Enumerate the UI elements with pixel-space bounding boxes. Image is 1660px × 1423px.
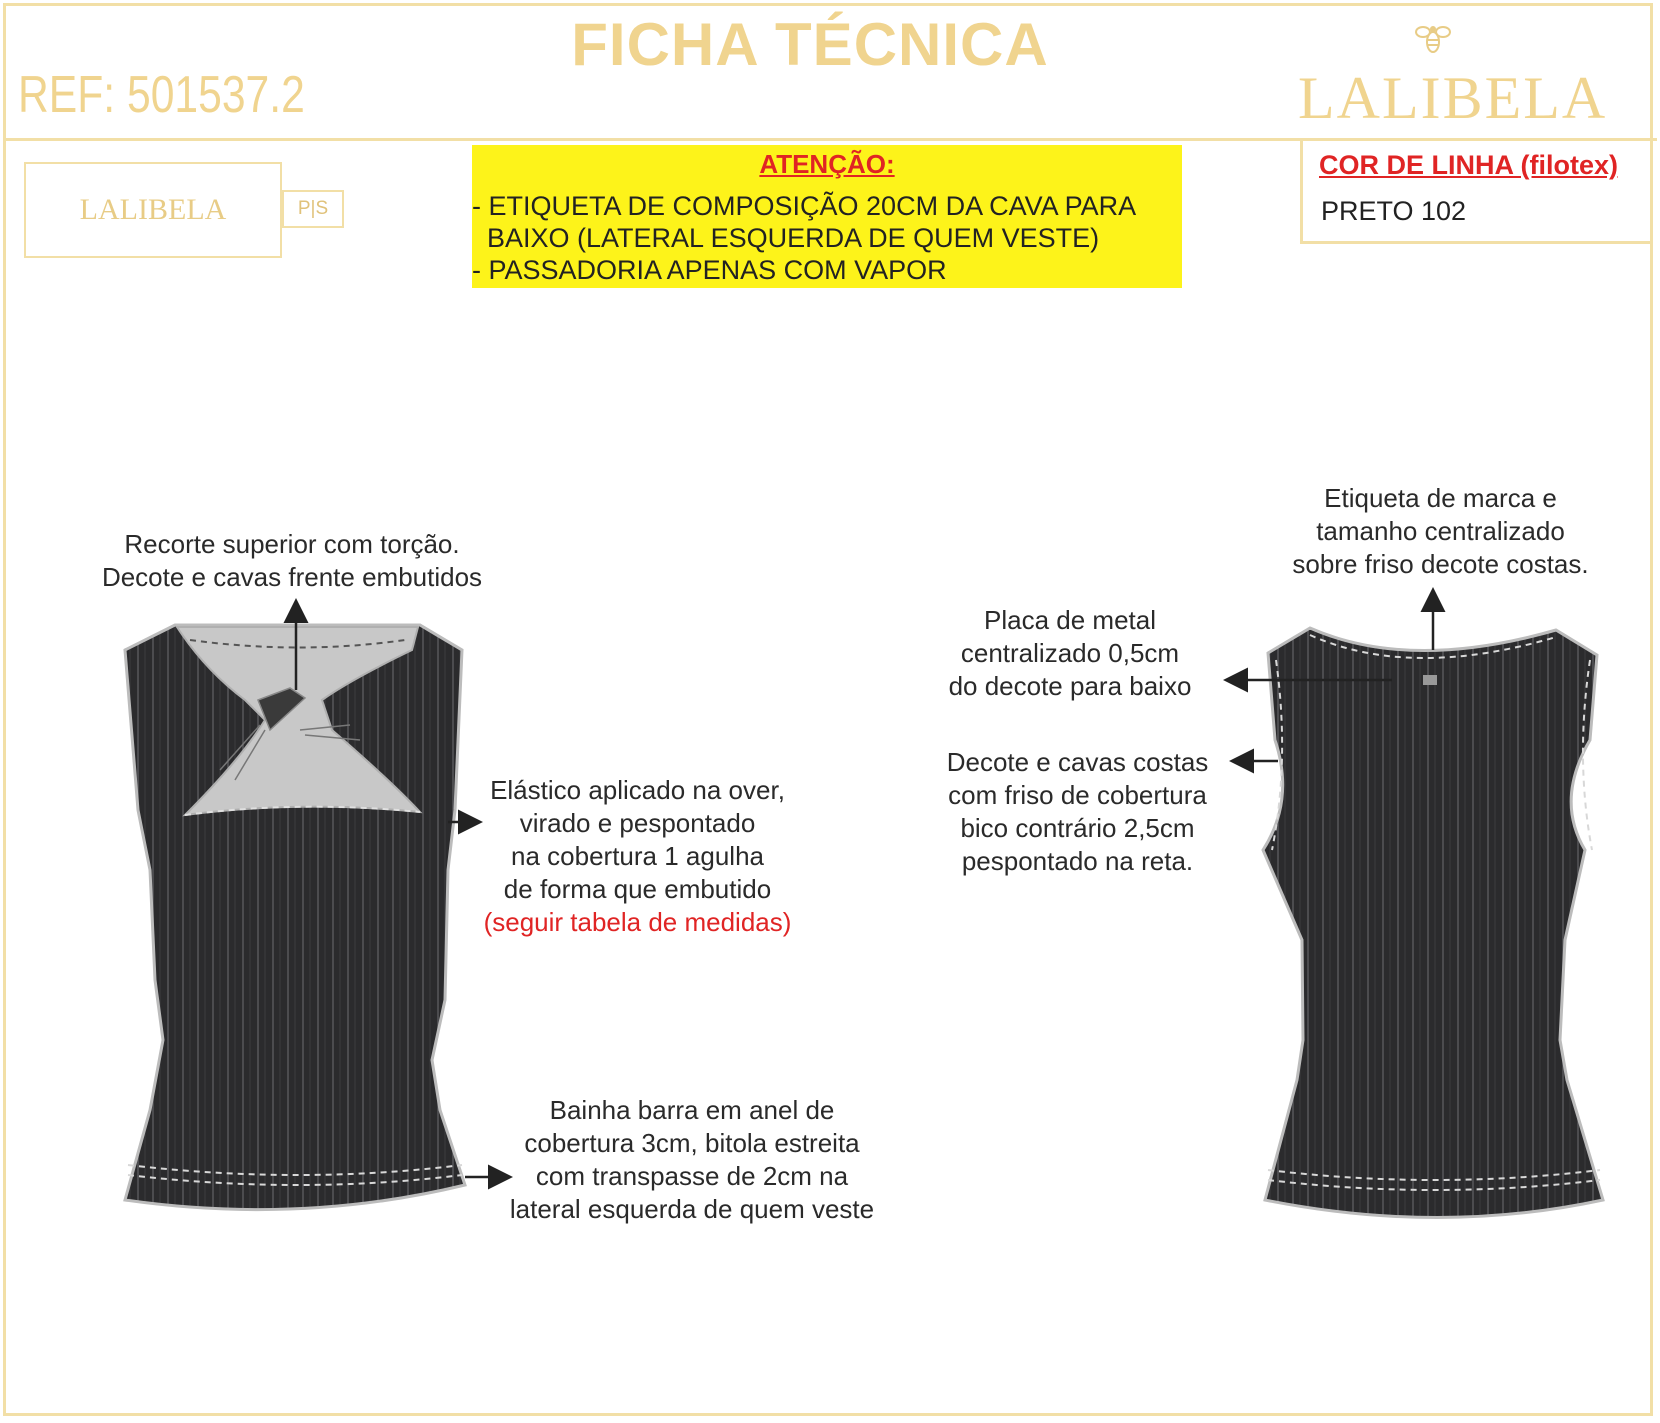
note-line: centralizado 0,5cm <box>960 638 1180 668</box>
back-garment <box>1263 628 1603 1218</box>
note-line: Etiqueta de marca e <box>1324 483 1557 513</box>
note-decote <box>925 746 1230 878</box>
note-line: Placa de metal <box>984 605 1156 635</box>
attention-line: - PASSADORIA APENAS COM VAPOR <box>472 255 947 285</box>
note-line: Elástico aplicado na over, <box>490 775 785 805</box>
note-line: com friso de cobertura <box>948 780 1207 810</box>
note-line: pespontado na reta. <box>961 846 1194 876</box>
note-elastico <box>460 774 815 939</box>
note-line: do decote para baixo <box>948 671 1192 701</box>
thread-color-title: COR DE LINHA (filotex) <box>1319 150 1618 180</box>
note-placa <box>930 604 1210 703</box>
note-line: bico contrário 2,5cm <box>960 813 1195 843</box>
brand-logo: LALIBELA <box>1298 65 1608 131</box>
reference-number: REF: 501537.2 <box>18 66 305 124</box>
thread-color-value: PRETO 102 <box>1321 196 1467 226</box>
note-recorte <box>72 528 512 594</box>
note-line: sobre friso decote costas. <box>1292 549 1589 579</box>
attention-line: BAIXO (LATERAL ESQUERDA DE QUEM VESTE) <box>472 223 1100 253</box>
note-line: na cobertura 1 agulha <box>511 841 764 871</box>
note-line: virado e pespontado <box>519 808 756 838</box>
brand-label: LALIBELA <box>24 162 282 258</box>
note-line: Recorte superior com torção. <box>124 529 460 559</box>
note-bainha <box>482 1094 902 1226</box>
attention-title: ATENÇÃO: <box>759 149 895 179</box>
note-line-red: (seguir tabela de medidas) <box>483 907 792 937</box>
note-line: Decote e cavas frente embutidos <box>101 562 483 592</box>
size-tag: P|S <box>282 190 344 228</box>
note-line: com transpasse de 2cm na <box>535 1161 849 1191</box>
note-line: de forma que embutido <box>503 874 772 904</box>
metal-plate <box>1423 675 1437 685</box>
note-line: cobertura 3cm, bitola estreita <box>524 1128 860 1158</box>
note-line: tamanho centralizado <box>1316 516 1565 546</box>
attention-line: - ETIQUETA DE COMPOSIÇÃO 20CM DA CAVA PARA <box>472 191 1137 221</box>
note-line: Bainha barra em anel de <box>549 1095 835 1125</box>
page-title: FICHA TÉCNICA <box>571 11 1049 78</box>
note-line: Decote e cavas costas <box>946 747 1209 777</box>
note-etiqueta <box>1268 482 1613 581</box>
note-line: lateral esquerda de quem veste <box>509 1194 875 1224</box>
front-garment <box>125 625 465 1210</box>
